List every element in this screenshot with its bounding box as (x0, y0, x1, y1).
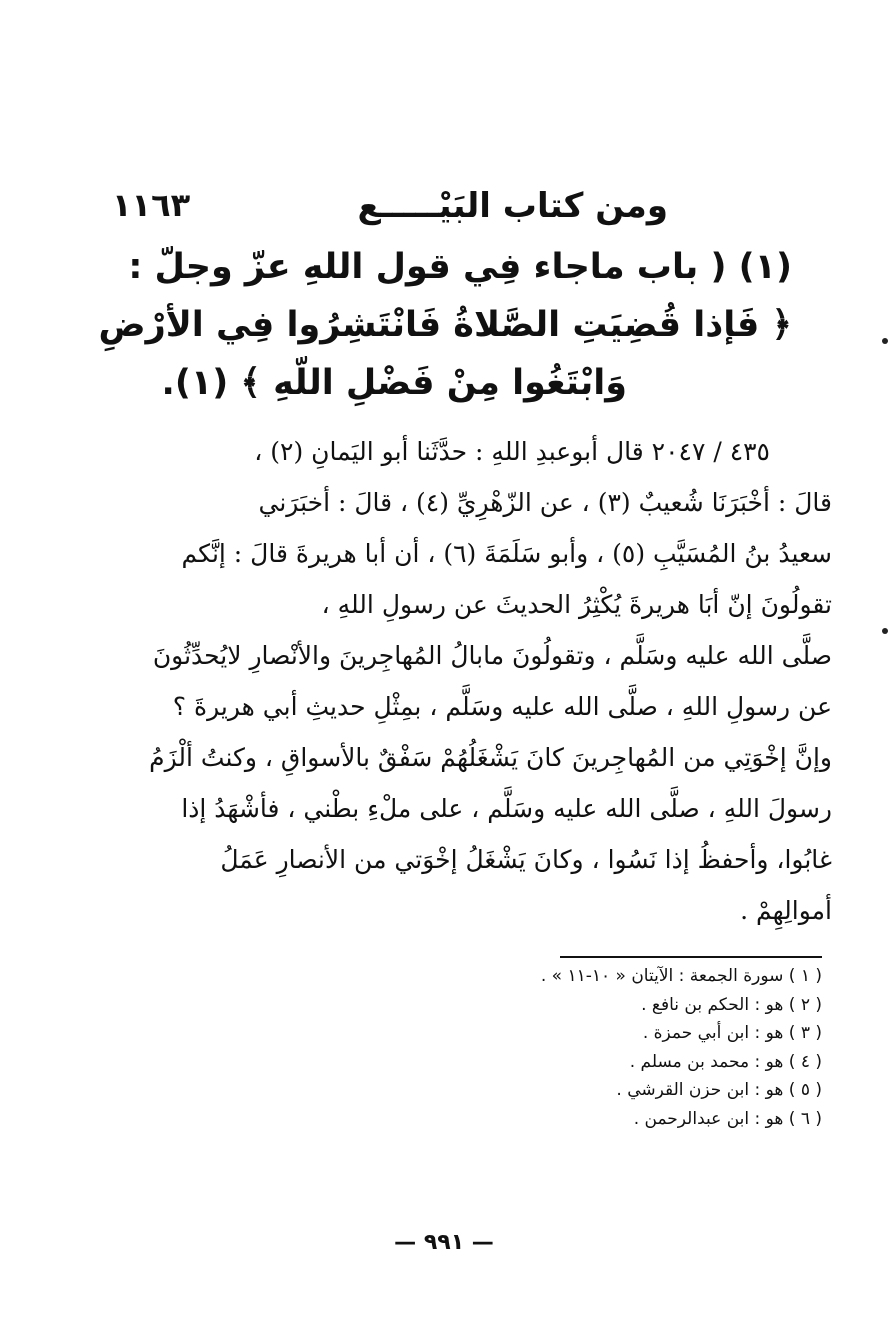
body-line: أموالِهِمْ . (740, 896, 832, 925)
body-line: غابُوا، وأحفظُ إذا نَسُوا ، وكانَ يَشْغَلُ إخْوَتي من الأنصارِ عَمَلُ (220, 845, 832, 874)
body-line: رسولَ اللهِ ، صلَّى الله عليه وسَلَّم ، على ملْءِ بطْني ، فأشْهَدُ إذا (181, 794, 832, 823)
body-line: ٤٣٥ / ٢٠٤٧ قال أبوعبدِ اللهِ : حدَّثَنا أبو اليَمانِ (٢) ، (254, 437, 770, 466)
book-title: ومن كتاب البَيْـــــع (357, 186, 668, 226)
footnote: ( ١ ) سورة الجمعة : الآيتان « ١٠-١١ » . (540, 966, 822, 986)
body-line: صلَّى الله عليه وسَلَّم ، وتقولُونَ مابالُ المُهاجِرينَ والأنْصارِ لايُحدِّثُونَ (152, 641, 832, 670)
footnote: ( ٥ ) هو : ابن حزن القرشي . (616, 1080, 822, 1100)
footnote-divider (560, 956, 822, 958)
body-line: قالَ : أخْبَرَنَا شُعيبٌ (٣) ، عن الزّهْرِيِّ (٤) ، قالَ : أخبَرَني (258, 488, 832, 517)
hadith-text (149, 426, 832, 936)
margin-mark (882, 628, 888, 634)
footnote: ( ٢ ) هو : الحكم بن نافع . (641, 994, 822, 1015)
footnote: ( ٤ ) هو : محمد بن مسلم . (629, 1051, 822, 1072)
body-line: وإنَّ إخْوَتِي من المُهاجِرينَ كانَ يَشْغَلُهُمْ سَفْقٌ بالأسواقِ ، وكنتُ ألْزَمُ (149, 743, 832, 772)
footnote: ( ٦ ) هو : ابن عبدالرحمن . (633, 1108, 822, 1129)
chapter-heading-line: (١) ( باب ماجاء فِي قول اللهِ عزّ وجلّ : (128, 247, 792, 287)
page-number: — ٩٩١ — (394, 1230, 494, 1255)
chapter-heading (98, 238, 792, 412)
chapter-heading-line: وَابْتَغُوا مِنْ فَضْلِ اللّهِ ﴾ (١). (161, 363, 627, 403)
body-line: سعيدُ بنُ المُسَيَّبِ (٥) ، وأبو سَلَمَةَ (٦) ، أن أبا هريرةَ قالَ : إنَّكم (181, 539, 832, 568)
margin-mark (882, 338, 888, 344)
footnotes (402, 962, 822, 1133)
page-reference: ١١٦٣ (112, 186, 191, 224)
footnote: ( ٣ ) هو : ابن أبي حمزة . (642, 1023, 822, 1043)
body-line: عن رسولِ اللهِ ، صلَّى الله عليه وسَلَّم ، بمِثْلِ حديثِ أبي هريرةَ ؟ (172, 692, 832, 721)
body-line: تقولُونَ إنّ أبَا هريرةَ يُكْثِرُ الحديثَ عن رسولِ اللهِ ، (321, 590, 832, 619)
chapter-heading-line: ﴿ فَإذا قُضِيَتِ الصَّلاةُ فَانْتَشِرُوا فِي الأرْضِ (98, 305, 792, 345)
